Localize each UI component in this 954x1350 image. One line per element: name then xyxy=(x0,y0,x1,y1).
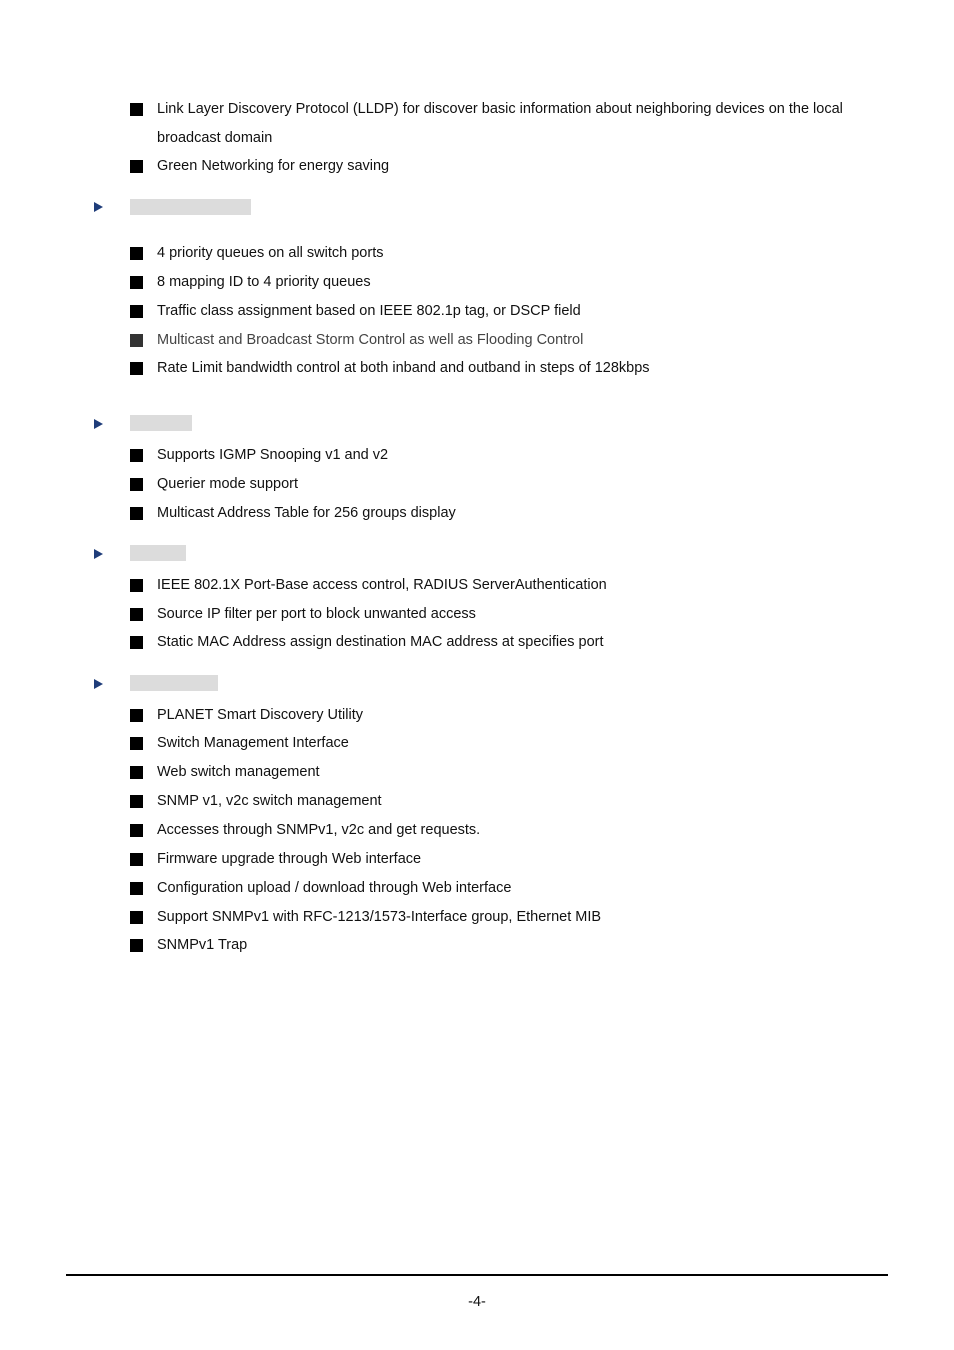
section-heading xyxy=(130,545,186,561)
list-item xyxy=(130,95,860,153)
square-bullet-icon xyxy=(130,882,143,895)
square-bullet-icon xyxy=(130,478,143,491)
list-item xyxy=(130,571,860,600)
list-item xyxy=(130,758,860,787)
list-item-text: Support SNMPv1 with RFC-1213/1573-Interface group, Ethernet MIB xyxy=(157,909,602,925)
list-item-text: SNMPv1 Trap xyxy=(157,937,248,953)
list-item-text: PLANET Smart Discovery Utility xyxy=(157,707,363,723)
square-bullet-icon xyxy=(130,636,143,649)
list-item xyxy=(130,441,860,470)
list-item xyxy=(130,701,860,730)
list-item-text: Switch Management Interface xyxy=(157,735,349,751)
square-bullet-icon xyxy=(130,276,143,289)
list-item-text: Configuration upload / download through Web interface xyxy=(157,880,512,896)
list-item xyxy=(130,903,860,932)
square-bullet-icon xyxy=(130,766,143,779)
footer-divider xyxy=(66,1274,888,1276)
list-item-text: Web switch management xyxy=(157,764,320,780)
list-item-text: IEEE 802.1X Port-Base access control, RADIUS ServerAuthentication xyxy=(157,577,607,593)
list-item-text: Rate Limit bandwidth control at both inband and outband in steps of 128kbps xyxy=(157,360,650,376)
list-item-text: Traffic class assignment based on IEEE 802.1p tag, or DSCP field xyxy=(157,303,581,319)
list-item xyxy=(130,297,860,326)
list-item xyxy=(130,239,860,268)
section-arrow-icon xyxy=(94,202,103,212)
list-item-text: Multicast and Broadcast Storm Control as well as Flooding Control xyxy=(157,332,584,348)
list-item xyxy=(130,845,860,874)
list-item xyxy=(130,816,860,845)
square-bullet-icon xyxy=(130,507,143,520)
list-item xyxy=(130,600,860,629)
list-item-text: Multicast Address Table for 256 groups display xyxy=(157,505,456,521)
section-heading xyxy=(130,415,192,431)
list-item-text: 8 mapping ID to 4 priority queues xyxy=(157,274,371,290)
section-heading xyxy=(130,675,218,691)
list-item-text: Firmware upgrade through Web interface xyxy=(157,851,422,867)
list-item xyxy=(130,152,860,181)
list-item xyxy=(130,268,860,297)
list-item xyxy=(130,787,860,816)
square-bullet-icon xyxy=(130,362,143,375)
square-bullet-icon xyxy=(130,608,143,621)
list-item xyxy=(130,354,860,383)
square-bullet-icon xyxy=(130,824,143,837)
square-bullet-icon xyxy=(130,579,143,592)
list-item xyxy=(130,499,860,528)
list-item xyxy=(130,326,860,355)
list-item-text: Green Networking for energy saving xyxy=(157,158,390,174)
square-bullet-icon xyxy=(130,853,143,866)
list-item xyxy=(130,874,860,903)
list-item-text: Source IP filter per port to block unwanted access xyxy=(157,606,476,622)
section-arrow-icon xyxy=(94,419,103,429)
square-bullet-icon xyxy=(130,247,143,260)
square-bullet-icon xyxy=(130,939,143,952)
square-bullet-icon xyxy=(130,911,143,924)
square-bullet-icon xyxy=(130,305,143,318)
square-bullet-icon xyxy=(130,449,143,462)
section-arrow-icon xyxy=(94,549,103,559)
list-item-text: Supports IGMP Snooping v1 and v2 xyxy=(157,447,389,463)
list-item-text: Static MAC Address assign destination MAC address at specifies port xyxy=(157,634,604,650)
list-item-text: Querier mode support xyxy=(157,476,299,492)
square-bullet-icon xyxy=(130,709,143,722)
list-item xyxy=(130,931,860,960)
list-item-text: Link Layer Discovery Protocol (LLDP) for discover basic information about neighboring devices on the local broadcast domain xyxy=(157,101,843,146)
list-item-text: 4 priority queues on all switch ports xyxy=(157,245,384,261)
list-item xyxy=(130,729,860,758)
page-number: -4- xyxy=(468,1294,486,1310)
list-item-text: SNMP v1, v2c switch management xyxy=(157,793,382,809)
section-arrow-icon xyxy=(94,679,103,689)
square-bullet-icon xyxy=(130,160,143,173)
list-item xyxy=(130,470,860,499)
square-bullet-icon xyxy=(130,737,143,750)
list-item xyxy=(130,628,860,657)
section-heading xyxy=(130,199,251,215)
square-bullet-icon xyxy=(130,334,143,347)
list-item-text: Accesses through SNMPv1, v2c and get requests. xyxy=(157,822,481,838)
square-bullet-icon xyxy=(130,795,143,808)
square-bullet-icon xyxy=(130,103,143,116)
